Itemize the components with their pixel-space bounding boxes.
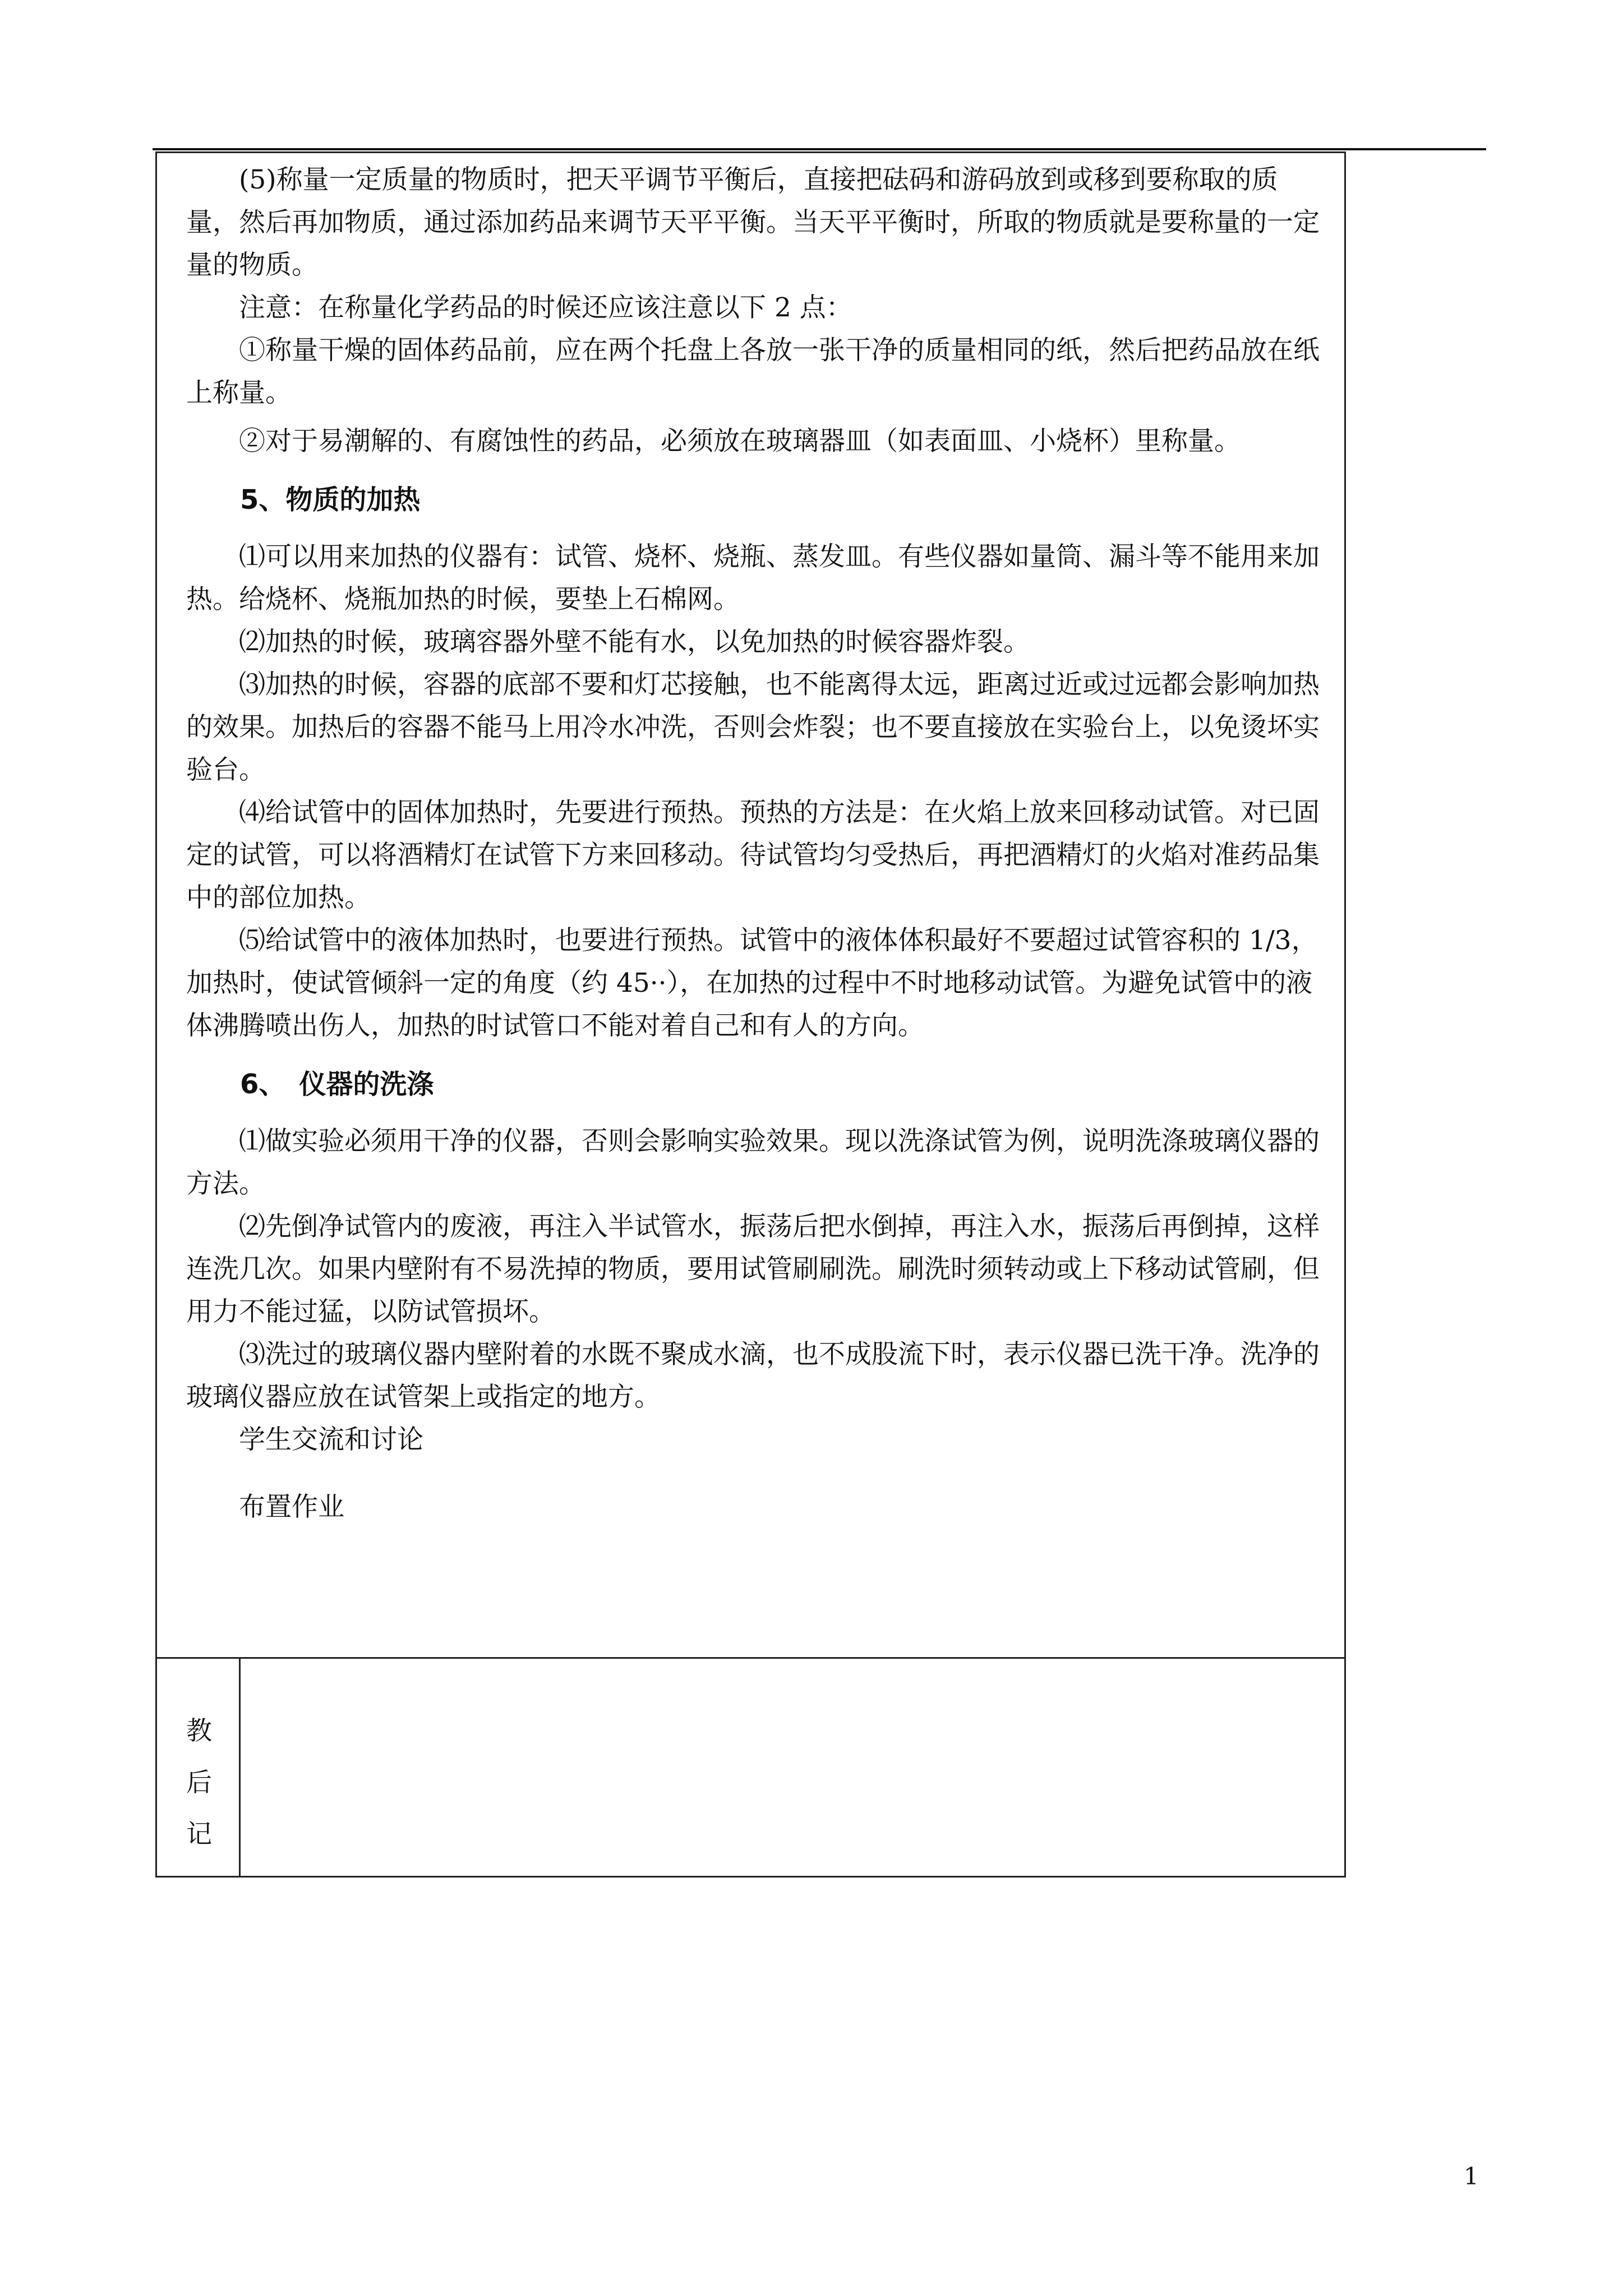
post-lesson-notes-label: 教后记	[186, 1715, 212, 1849]
post-lesson-notes-cell	[155, 1657, 1346, 1878]
lesson-content	[157, 153, 1344, 1529]
paragraph-weighing-note-1: ①称量干燥的固体药品前，应在两个托盘上各放一张干净的质量相同的纸，然后把药品放在纸上称量。	[186, 335, 1320, 408]
heating-item-3: ⑶加热的时候，容器的底部不要和灯芯接触，也不能离得太远，距离过近或过远都会影响加热的效果。加热后的容器不能马上用冷水冲洗，否则会炸裂；也不要直接放在实验台上，以免烫坏实验台。	[186, 669, 1320, 785]
washing-item-3: ⑶洗过的玻璃仪器内壁附着的水既不聚成水滴，也不成股流下时，表示仪器已洗干净。洗净的玻璃仪器应放在试管架上或指定的地方。	[186, 1339, 1320, 1412]
washing-item-1: ⑴做实验必须用干净的仪器，否则会影响实验效果。现以洗涤试管为例，说明洗涤玻璃仪器的方法。	[186, 1126, 1320, 1199]
paragraph-weighing-notice: 注意：在称量化学药品的时候还应该注意以下 2 点：	[239, 292, 852, 323]
washing-item-2: ⑵先倒净试管内的废液，再注入半试管水，振荡后把水倒掉，再注入水，振荡后再倒掉，这样连洗几次。如果内壁附有不易洗掉的物质，要用试管刷刷洗。刷洗时须转动或上下移动试管刷，但用力不能过猛，以防试管损坏。	[186, 1211, 1320, 1327]
heating-item-1: ⑴可以用来加热的仪器有：试管、烧杯、烧瓶、蒸发皿。有些仪器如量筒、漏斗等不能用来加热。给烧杯、烧瓶加热的时候，要垫上石棉网。	[186, 541, 1320, 615]
notes-column-divider	[239, 1659, 241, 1876]
homework-text: 布置作业	[239, 1492, 344, 1522]
heating-item-2: ⑵加热的时候，玻璃容器外壁不能有水，以免加热的时候容器炸裂。	[239, 627, 1030, 657]
section-heading-washing: 6、 仪器的洗涤	[240, 1069, 434, 1100]
heating-item-4: ⑷给试管中的固体加热时，先要进行预热。预热的方法是：在火焰上放来回移动试管。对已固定的试管，可以将酒精灯在试管下方来回移动。待试管均匀受热后，再把酒精灯的火焰对准药品集中的部位加热。	[186, 797, 1320, 913]
header-rule	[153, 148, 1486, 150]
heating-item-5: ⑸给试管中的液体加热时，也要进行预热。试管中的液体体积最好不要超过试管容积的 1/3，加热时，使试管倾斜一定的角度（约 45··），在加热的过程中不时地移动试管。为避免试管中的液体沸腾喷出伤人，加热的时试管口不能对着自己和有人的方向。	[186, 925, 1318, 1041]
discussion-text: 学生交流和讨论	[239, 1424, 423, 1455]
paragraph-weighing-note-2: ②对于易潮解的、有腐蚀性的药品，必须放在玻璃器皿（如表面皿、小烧杯）里称量。	[239, 426, 1241, 457]
section-heading-heating: 5、物质的加热	[240, 484, 421, 516]
page-number: 1	[1464, 2162, 1479, 2190]
lesson-content-cell	[155, 151, 1346, 1659]
paragraph-weighing-method: (5)称量一定质量的物质时，把天平调节平衡后，直接把砝码和游码放到或移到要称取的质量，然后再加物质，通过添加药品来调节天平平衡。当天平平衡时，所取的物质就是要称量的一定量的物质。	[186, 164, 1320, 280]
